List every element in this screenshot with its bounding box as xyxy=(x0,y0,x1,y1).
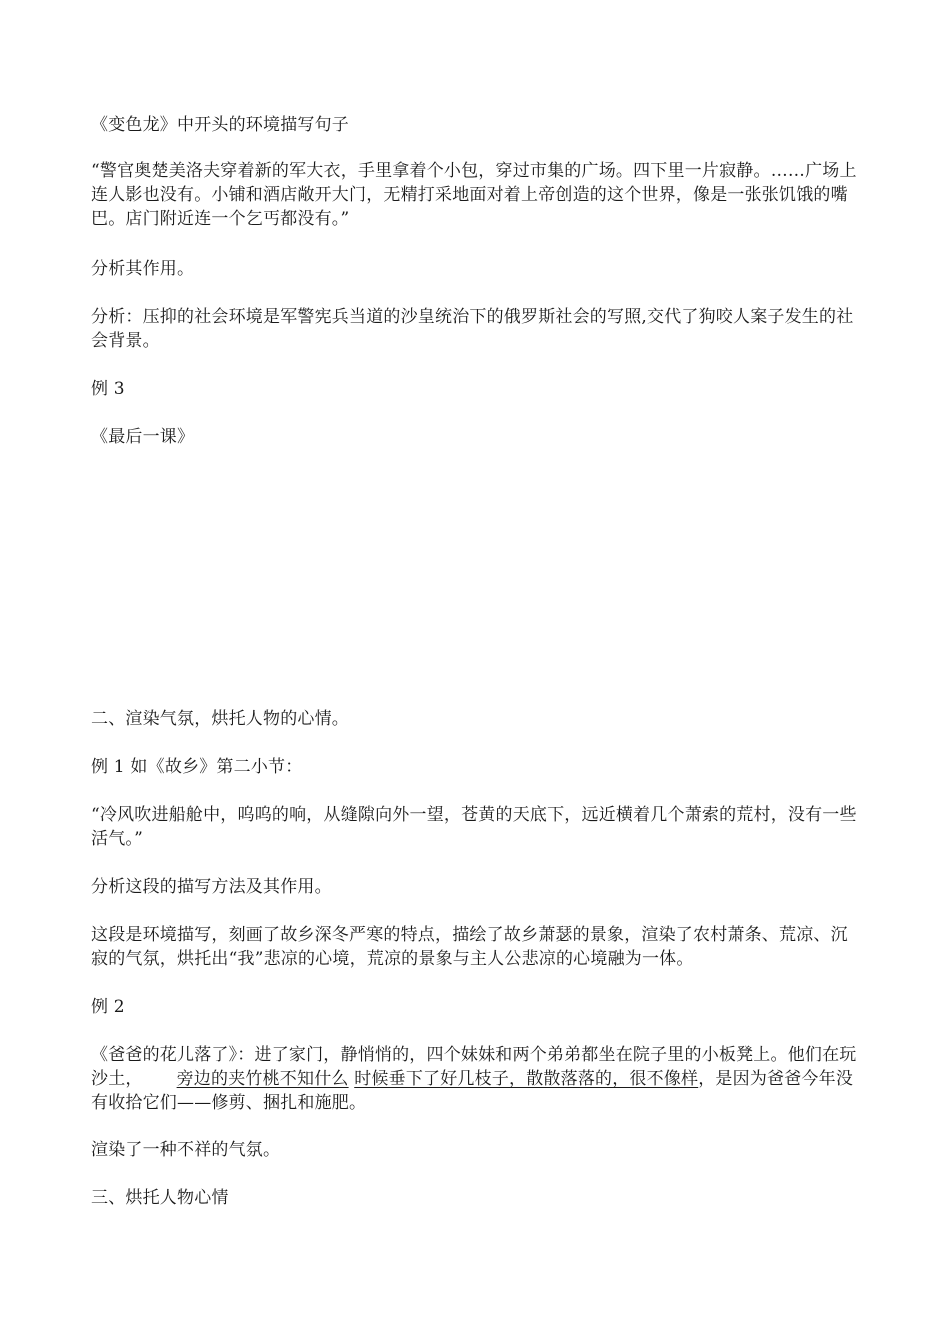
section2-heading: 二、渲染气氛，烘托人物的心情。 xyxy=(91,709,349,729)
section3-heading: 三、烘托人物心情 xyxy=(91,1188,229,1208)
method-prompt: 分析这段的描写方法及其作用。 xyxy=(91,877,332,897)
effect-text: 渲染了一种不祥的气氛。 xyxy=(91,1140,281,1160)
baba-passage xyxy=(91,1043,861,1115)
passage-end: ，是因为爸爸今年没有收拾它们——修剪、捆扎和施肥。 xyxy=(91,1069,854,1113)
zuihouyike-title: 《最后一课》 xyxy=(91,427,195,447)
analysis-prompt: 分析其作用。 xyxy=(91,259,195,279)
example-1-label: 例 1 如《故乡》第二小节： xyxy=(91,757,303,777)
example-2-label: 例 2 xyxy=(91,997,125,1017)
method-answer: 这段是环境描写，刻画了故乡深冬严寒的特点，描绘了故乡萧瑟的景象，渲染了农村萧条、荒凉、沉寂的气氛，烘托出“我”悲凉的心境，荒凉的景象与主人公悲凉的心境融为一体。 xyxy=(91,925,848,969)
passage-underline-1: 旁边的夹竹桃不知什么 xyxy=(176,1069,349,1089)
example-3-label: 例 3 xyxy=(91,379,125,399)
bianselong-quote: “警官奥楚美洛夫穿着新的军大衣，手里拿着个小包，穿过市集的广场。四下里一片寂静。……广场上连人影也没有。小铺和酒店敞开大门，无精打采地面对着上帝创造的这个世界，像是一张张饥饿的嘴巴。店门附近连一个乞丐都没有。” xyxy=(91,161,857,229)
guxiang-quote: “冷风吹进船舱中，呜呜的响，从缝隙向外一望，苍黄的天底下，远近横着几个萧索的荒村，没有一些活气。” xyxy=(91,805,857,849)
section1-heading: 《变色龙》中开头的环境描写句子 xyxy=(91,115,349,135)
analysis-text: 分析：压抑的社会环境是军警宪兵当道的沙皇统治下的俄罗斯社会的写照,交代了狗咬人案子发生的社会背景。 xyxy=(91,307,854,351)
passage-underline-2: 时候垂下了好几枝子，散散落落的，很不像样 xyxy=(354,1069,699,1089)
passage-start: 《爸爸的花儿落了》：进了家门，静悄悄的，四个妹妹和两个弟弟都坐在院子里的小板凳上。他们在玩沙土， xyxy=(91,1045,857,1089)
